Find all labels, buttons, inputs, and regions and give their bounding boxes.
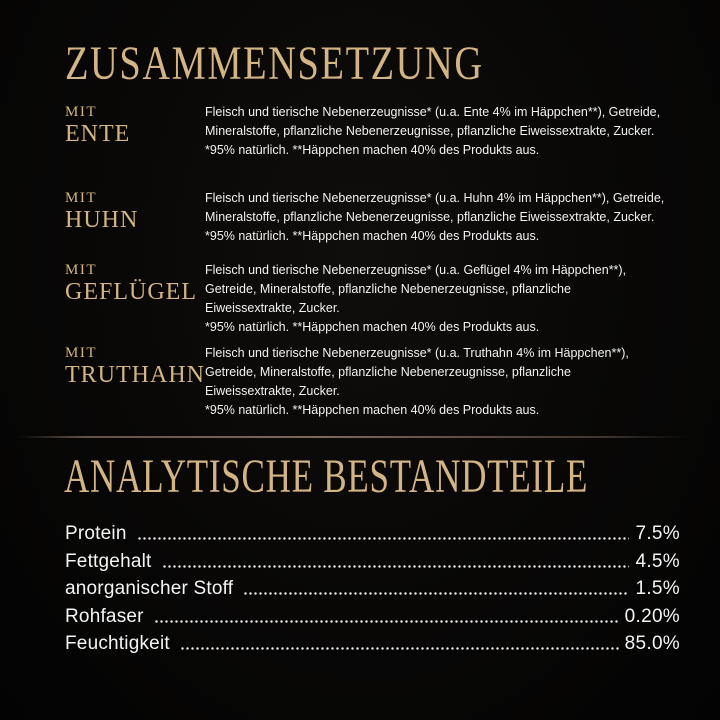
ingredient-prefix: MIT: [65, 190, 97, 206]
description-footnote: *95% natürlich. **Häppchen machen 40% des Produkts aus.: [205, 403, 540, 417]
ingredient-prefix: MIT: [65, 262, 97, 278]
description-line: Eiweissextrakte, Zucker.: [205, 384, 340, 398]
ingredient-name: ENTE: [65, 121, 131, 147]
description-footnote: *95% natürlich. **Häppchen machen 40% des Produkts aus.: [205, 143, 540, 157]
description-line: Fleisch und tierische Nebenerzeugnisse* (u.a. Geflügel 4% im Häppchen**),: [205, 263, 627, 277]
ingredient-label: [65, 345, 205, 388]
analysis-value: 4.5%: [635, 550, 680, 572]
section-divider: [18, 436, 688, 438]
analysis-label: Protein: [65, 523, 127, 544]
dot-leader: [137, 535, 630, 542]
dot-leader: [162, 563, 630, 570]
ingredient-description: [205, 103, 660, 160]
description-line: Mineralstoffe, pflanzliche Nebenerzeugnisse, pflanzliche Eiweissextrakte, Zucker.: [205, 124, 655, 138]
description-line: Eiweissextrakte, Zucker.: [205, 301, 340, 315]
description-footnote: *95% natürlich. **Häppchen machen 40% des Produkts aus.: [205, 229, 540, 243]
ingredient-name: HUHN: [65, 207, 139, 233]
ingredient-description: [205, 189, 664, 246]
description-line: Fleisch und tierische Nebenerzeugnisse* (u.a. Truthahn 4% im Häppchen**),: [205, 346, 629, 360]
ingredient-label: [65, 104, 130, 147]
ingredient-label: [65, 262, 197, 305]
analysis-row: [65, 523, 680, 545]
analysis-title: ANALYTISCHE BESTANDTEILE: [64, 450, 589, 503]
description-line: Mineralstoffe, pflanzliche Nebenerzeugnisse, pflanzliche Eiweissextrakte, Zucker.: [205, 210, 655, 224]
analysis-row: [65, 578, 680, 600]
description-line: Fleisch und tierische Nebenerzeugnisse* (u.a. Huhn 4% im Häppchen**), Getreide,: [205, 191, 665, 205]
description-footnote: *95% natürlich. **Häppchen machen 40% des Produkts aus.: [205, 320, 540, 334]
ingredient-prefix: MIT: [65, 104, 97, 120]
ingredient-description: [205, 344, 629, 420]
ingredient-label: [65, 190, 138, 233]
description-line: Getreide, Mineralstoffe, pflanzliche Nebenerzeugnisse, pflanzliche: [205, 365, 571, 379]
analysis-row: [65, 633, 680, 655]
analysis-table: [65, 523, 680, 661]
ingredient-name: GEFLÜGEL: [65, 279, 197, 305]
analysis-row: [65, 606, 680, 628]
ingredient-name: TRUTHAHN: [65, 362, 205, 388]
analysis-label: Fettgehalt: [65, 550, 152, 572]
analysis-value: 1.5%: [635, 578, 680, 599]
analysis-label: Rohfaser: [65, 605, 144, 627]
analysis-label: anorganischer Stoff: [65, 578, 234, 599]
analysis-row: [65, 551, 680, 573]
dot-leader: [180, 645, 619, 652]
dot-leader: [243, 590, 629, 597]
analysis-value: 85.0%: [624, 633, 680, 654]
description-line: Getreide, Mineralstoffe, pflanzliche Nebenerzeugnisse, pflanzliche: [205, 282, 571, 296]
ingredient-prefix: MIT: [65, 345, 97, 361]
analysis-value: 0.20%: [624, 605, 680, 627]
analysis-value: 7.5%: [635, 523, 680, 544]
ingredient-description: [205, 261, 626, 337]
composition-title: ZUSAMMENSETZUNG: [65, 37, 484, 90]
analysis-label: Feuchtigkeit: [65, 633, 170, 654]
description-line: Fleisch und tierische Nebenerzeugnisse* (u.a. Ente 4% im Häppchen**), Getreide,: [205, 105, 661, 119]
dot-leader: [154, 618, 619, 625]
